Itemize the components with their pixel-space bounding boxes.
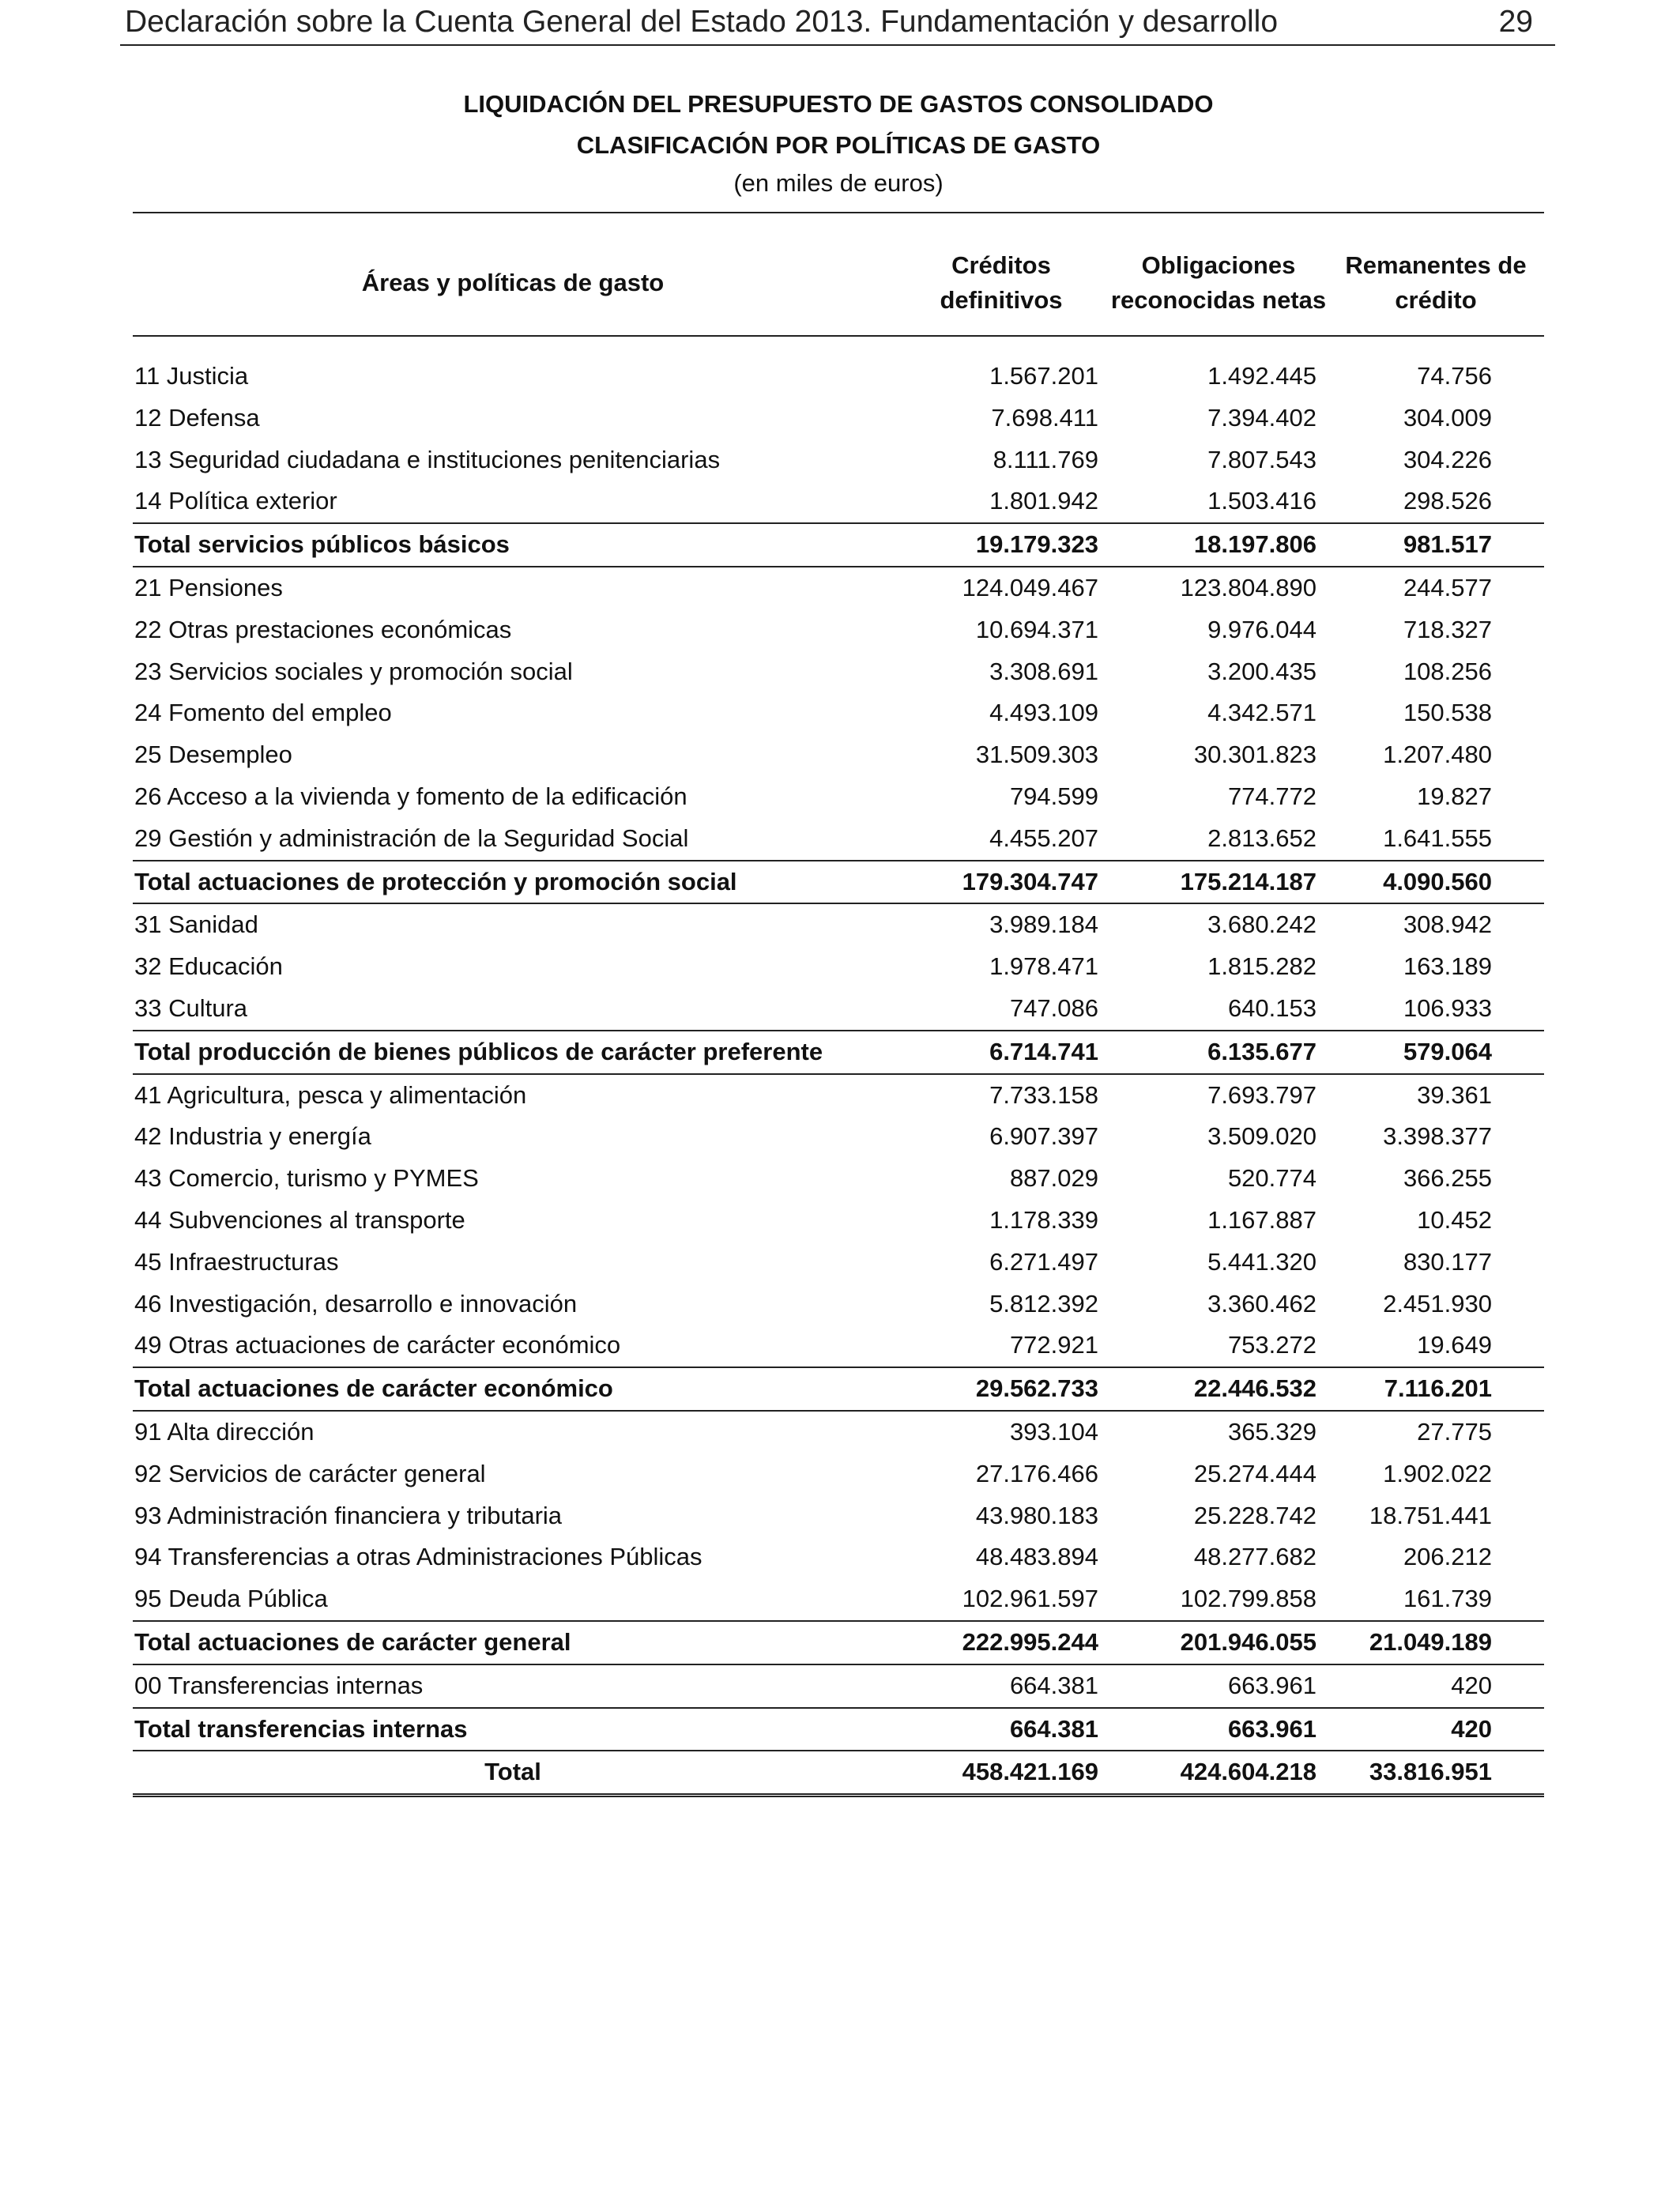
obligaciones-reconocidas-cell: 663.961: [1227, 1671, 1317, 1699]
creditos-definitivos-cell: 222.995.244: [893, 1621, 1109, 1664]
subtotal-row: [133, 1367, 1544, 1411]
creditos-definitivos-cell: 6.714.741: [893, 1031, 1109, 1074]
table-row: [133, 1536, 1544, 1578]
page-number: 29: [1498, 5, 1533, 39]
remanentes-credito-cell: 33.816.951: [1328, 1751, 1544, 1795]
creditos-definitivos-cell: 48.483.894: [975, 1543, 1098, 1571]
table-row: [133, 1284, 1544, 1325]
table-units: (en miles de euros): [733, 169, 944, 197]
obligaciones-reconocidas-cell: 6.135.677: [1109, 1031, 1328, 1074]
obligaciones-reconocidas-cell: 201.946.055: [1109, 1621, 1328, 1664]
row-label: 45 Infraestructuras: [134, 1247, 339, 1276]
column-header-area-label: Áreas y políticas de gasto: [361, 269, 665, 296]
remanentes-credito-cell: 2.451.930: [1383, 1289, 1492, 1318]
table-row: [133, 734, 1544, 776]
table-row: [133, 776, 1544, 818]
row-label: 95 Deuda Pública: [134, 1585, 328, 1613]
row-label: Total producción de bienes públicos de carácter preferente: [133, 1031, 893, 1074]
creditos-definitivos-cell: 10.694.371: [975, 615, 1098, 643]
running-title: Declaración sobre la Cuenta General del Estado 2013. Fundamentación y desarrollo: [125, 5, 1279, 39]
table-row: [133, 692, 1544, 734]
creditos-definitivos-cell: 664.381: [1009, 1671, 1098, 1699]
row-label: 24 Fomento del empleo: [134, 699, 392, 727]
column-header-obligaciones: [1109, 237, 1328, 329]
remanentes-credito-cell: 108.256: [1403, 657, 1492, 685]
obligaciones-reconocidas-cell: 1.167.887: [1207, 1205, 1317, 1234]
obligaciones-reconocidas-cell: 3.680.242: [1207, 910, 1317, 939]
creditos-definitivos-cell: 458.421.169: [893, 1751, 1109, 1795]
creditos-definitivos-cell: 7.698.411: [991, 403, 1098, 432]
row-label: 94 Transferencias a otras Administraciones Públicas: [134, 1543, 703, 1571]
row-label: 93 Administración financiera y tributaria: [134, 1501, 563, 1529]
table-titles: [133, 89, 1544, 199]
row-label: 00 Transferencias internas: [134, 1671, 424, 1699]
obligaciones-reconocidas-cell: 48.277.682: [1193, 1543, 1317, 1571]
obligaciones-reconocidas-cell: 520.774: [1227, 1164, 1317, 1193]
row-label: 29 Gestión y administración de la Seguridad Social: [134, 824, 689, 852]
obligaciones-reconocidas-cell: 30.301.823: [1193, 741, 1317, 769]
creditos-definitivos-cell: 1.567.201: [989, 362, 1098, 390]
row-label: 33 Cultura: [134, 993, 248, 1022]
obligaciones-reconocidas-cell: 663.961: [1109, 1708, 1328, 1751]
obligaciones-reconocidas-cell: 5.441.320: [1207, 1247, 1317, 1276]
obligaciones-reconocidas-cell: 3.360.462: [1207, 1289, 1317, 1318]
row-label: 46 Investigación, desarrollo e innovación: [134, 1289, 578, 1318]
creditos-definitivos-cell: 102.961.597: [962, 1585, 1098, 1613]
table-row: [133, 609, 1544, 651]
remanentes-credito-cell: 27.775: [1417, 1417, 1492, 1446]
table-row: [133, 1325, 1544, 1367]
obligaciones-reconocidas-cell: 9.976.044: [1207, 615, 1317, 643]
obligaciones-reconocidas-cell: 175.214.187: [1109, 861, 1328, 904]
remanentes-credito-cell: 4.090.560: [1328, 861, 1544, 904]
creditos-definitivos-cell: 7.733.158: [989, 1080, 1098, 1109]
obligaciones-reconocidas-cell: 3.509.020: [1207, 1122, 1317, 1151]
obligaciones-reconocidas-cell: 753.272: [1227, 1331, 1317, 1359]
creditos-definitivos-cell: 1.178.339: [989, 1205, 1098, 1234]
obligaciones-reconocidas-cell: 123.804.890: [1180, 573, 1317, 601]
column-header-creditos-line2: definitivos: [940, 286, 1063, 314]
row-label: 43 Comercio, turismo y PYMES: [134, 1164, 479, 1193]
table-row: [133, 1200, 1544, 1242]
subtotal-row: [133, 1621, 1544, 1664]
table-row: [133, 1074, 1544, 1117]
remanentes-credito-cell: 304.226: [1403, 445, 1492, 473]
column-header-obligaciones-line1: Obligaciones: [1141, 251, 1296, 279]
row-label: 32 Educación: [134, 952, 283, 981]
creditos-definitivos-cell: 1.801.942: [989, 487, 1098, 515]
creditos-definitivos-cell: 31.509.303: [975, 741, 1098, 769]
obligaciones-reconocidas-cell: 365.329: [1227, 1417, 1317, 1446]
row-label: Total actuaciones de carácter económico: [133, 1367, 893, 1411]
creditos-definitivos-cell: 794.599: [1009, 782, 1098, 810]
creditos-definitivos-cell: 664.381: [893, 1708, 1109, 1751]
remanentes-credito-cell: 150.538: [1403, 699, 1492, 727]
remanentes-credito-cell: 19.827: [1417, 782, 1492, 810]
remanentes-credito-cell: 298.526: [1403, 487, 1492, 515]
remanentes-credito-cell: 106.933: [1403, 993, 1492, 1022]
creditos-definitivos-cell: 179.304.747: [893, 861, 1109, 904]
row-label: 14 Política exterior: [134, 487, 337, 515]
table-row: [133, 1453, 1544, 1495]
creditos-definitivos-cell: 3.308.691: [989, 657, 1098, 685]
remanentes-credito-cell: 18.751.441: [1369, 1501, 1492, 1529]
row-label: 49 Otras actuaciones de carácter económico: [134, 1331, 621, 1359]
obligaciones-reconocidas-cell: 7.394.402: [1207, 403, 1317, 432]
subtotal-row: [133, 1708, 1544, 1751]
table-row: [133, 567, 1544, 609]
creditos-definitivos-cell: 1.978.471: [989, 952, 1098, 981]
obligaciones-reconocidas-cell: 4.342.571: [1207, 699, 1317, 727]
table-row: [133, 1664, 1544, 1708]
column-header-remanentes-line2: crédito: [1395, 286, 1477, 314]
remanentes-credito-cell: 39.361: [1417, 1080, 1492, 1109]
header-top-rule: [133, 212, 1544, 213]
subtotal-row: [133, 861, 1544, 904]
row-label: 13 Seguridad ciudadana e instituciones penitenciarias: [134, 445, 721, 473]
row-label: Total transferencias internas: [133, 1708, 893, 1751]
column-header-creditos-line1: Créditos: [951, 251, 1051, 279]
row-label: 44 Subvenciones al transporte: [134, 1205, 465, 1234]
creditos-definitivos-cell: 3.989.184: [989, 910, 1098, 939]
creditos-definitivos-cell: 19.179.323: [893, 523, 1109, 567]
remanentes-credito-cell: 244.577: [1403, 573, 1492, 601]
table-row: [133, 1411, 1544, 1453]
creditos-definitivos-cell: 29.562.733: [893, 1367, 1109, 1411]
remanentes-credito-cell: 3.398.377: [1383, 1122, 1492, 1151]
row-label: 42 Industria y energía: [134, 1122, 371, 1151]
grand-total-row: [133, 1751, 1544, 1795]
obligaciones-reconocidas-cell: 7.693.797: [1207, 1080, 1317, 1109]
row-label: 12 Defensa: [134, 403, 260, 432]
table-row: [133, 398, 1544, 439]
creditos-definitivos-cell: 772.921: [1009, 1331, 1098, 1359]
obligaciones-reconocidas-cell: 774.772: [1227, 782, 1317, 810]
remanentes-credito-cell: 206.212: [1403, 1543, 1492, 1571]
creditos-definitivos-cell: 6.907.397: [989, 1122, 1098, 1151]
row-label: Total servicios públicos básicos: [133, 523, 893, 567]
column-header-remanentes-line1: Remanentes de: [1345, 251, 1527, 279]
row-label: 23 Servicios sociales y promoción social: [134, 657, 573, 685]
table-row: [133, 1495, 1544, 1537]
row-label: 41 Agricultura, pesca y alimentación: [134, 1080, 527, 1109]
row-label: 25 Desempleo: [134, 741, 292, 769]
table-row: [133, 481, 1544, 523]
row-label: 91 Alta dirección: [134, 1417, 315, 1446]
remanentes-credito-cell: 161.739: [1403, 1585, 1492, 1613]
budget-table-body: [133, 356, 1544, 1796]
remanentes-credito-cell: 10.452: [1417, 1205, 1492, 1234]
obligaciones-reconocidas-cell: 7.807.543: [1207, 445, 1317, 473]
row-label: Total: [133, 1751, 893, 1795]
creditos-definitivos-cell: 6.271.497: [989, 1247, 1098, 1276]
remanentes-credito-cell: 21.049.189: [1328, 1621, 1544, 1664]
creditos-definitivos-cell: 393.104: [1009, 1417, 1098, 1446]
remanentes-credito-cell: 308.942: [1403, 910, 1492, 939]
subtotal-row: [133, 1031, 1544, 1074]
remanentes-credito-cell: 981.517: [1328, 523, 1544, 567]
budget-table: [133, 356, 1544, 1797]
table-row: [133, 946, 1544, 988]
creditos-definitivos-cell: 887.029: [1009, 1164, 1098, 1193]
creditos-definitivos-cell: 124.049.467: [962, 573, 1098, 601]
table-subtitle: CLASIFICACIÓN POR POLÍTICAS DE GASTO: [576, 131, 1101, 159]
row-label: Total actuaciones de carácter general: [133, 1621, 893, 1664]
remanentes-credito-cell: 19.649: [1417, 1331, 1492, 1359]
creditos-definitivos-cell: 43.980.183: [975, 1501, 1098, 1529]
table-row: [133, 1578, 1544, 1621]
header-bottom-rule: [133, 335, 1544, 337]
obligaciones-reconocidas-cell: 102.799.858: [1180, 1585, 1317, 1613]
obligaciones-reconocidas-cell: 18.197.806: [1109, 523, 1328, 567]
creditos-definitivos-cell: 5.812.392: [989, 1289, 1098, 1318]
row-label: 31 Sanidad: [134, 910, 258, 939]
remanentes-credito-cell: 366.255: [1403, 1164, 1492, 1193]
column-header-creditos: [893, 237, 1109, 329]
creditos-definitivos-cell: 4.493.109: [989, 699, 1098, 727]
column-header-area: [133, 237, 893, 329]
remanentes-credito-cell: 579.064: [1328, 1031, 1544, 1074]
obligaciones-reconocidas-cell: 25.228.742: [1193, 1501, 1317, 1529]
obligaciones-reconocidas-cell: 2.813.652: [1207, 824, 1317, 852]
row-label: 11 Justicia: [134, 362, 249, 390]
creditos-definitivos-cell: 27.176.466: [975, 1459, 1098, 1487]
remanentes-credito-cell: 1.641.555: [1383, 824, 1492, 852]
obligaciones-reconocidas-cell: 25.274.444: [1193, 1459, 1317, 1487]
table-row: [133, 439, 1544, 481]
table-row: [133, 651, 1544, 693]
row-label: 21 Pensiones: [134, 573, 283, 601]
remanentes-credito-cell: 7.116.201: [1328, 1367, 1544, 1411]
row-label: Total actuaciones de protección y promoción social: [133, 861, 893, 904]
page-header: [120, 0, 1555, 46]
table-row: [133, 903, 1544, 946]
remanentes-credito-cell: 1.902.022: [1383, 1459, 1492, 1487]
obligaciones-reconocidas-cell: 640.153: [1227, 993, 1317, 1022]
remanentes-credito-cell: 718.327: [1403, 615, 1492, 643]
column-header-obligaciones-line2: reconocidas netas: [1110, 286, 1327, 314]
creditos-definitivos-cell: 747.086: [1009, 993, 1098, 1022]
table-row: [133, 356, 1544, 398]
row-label: 26 Acceso a la vivienda y fomento de la edificación: [134, 782, 687, 810]
creditos-definitivos-cell: 4.455.207: [989, 824, 1098, 852]
table-title: LIQUIDACIÓN DEL PRESUPUESTO DE GASTOS CONSOLIDADO: [463, 90, 1214, 118]
obligaciones-reconocidas-cell: 424.604.218: [1109, 1751, 1328, 1795]
table-row: [133, 1242, 1544, 1284]
obligaciones-reconocidas-cell: 1.492.445: [1207, 362, 1317, 390]
obligaciones-reconocidas-cell: 3.200.435: [1207, 657, 1317, 685]
obligaciones-reconocidas-cell: 1.503.416: [1207, 487, 1317, 515]
obligaciones-reconocidas-cell: 1.815.282: [1207, 952, 1317, 981]
remanentes-credito-cell: 163.189: [1403, 952, 1492, 981]
remanentes-credito-cell: 1.207.480: [1383, 741, 1492, 769]
row-label: 92 Servicios de carácter general: [134, 1459, 486, 1487]
column-header-remanentes: [1328, 237, 1544, 329]
remanentes-credito-cell: 830.177: [1403, 1247, 1492, 1276]
table-row: [133, 988, 1544, 1031]
obligaciones-reconocidas-cell: 22.446.532: [1109, 1367, 1328, 1411]
table-row: [133, 818, 1544, 861]
creditos-definitivos-cell: 8.111.769: [993, 445, 1098, 473]
table-row: [133, 1158, 1544, 1200]
remanentes-credito-cell: 304.009: [1403, 403, 1492, 432]
subtotal-row: [133, 523, 1544, 567]
remanentes-credito-cell: 420: [1451, 1671, 1492, 1699]
table-row: [133, 1116, 1544, 1158]
remanentes-credito-cell: 420: [1328, 1708, 1544, 1751]
row-label: 22 Otras prestaciones económicas: [134, 615, 512, 643]
remanentes-credito-cell: 74.756: [1417, 362, 1492, 390]
